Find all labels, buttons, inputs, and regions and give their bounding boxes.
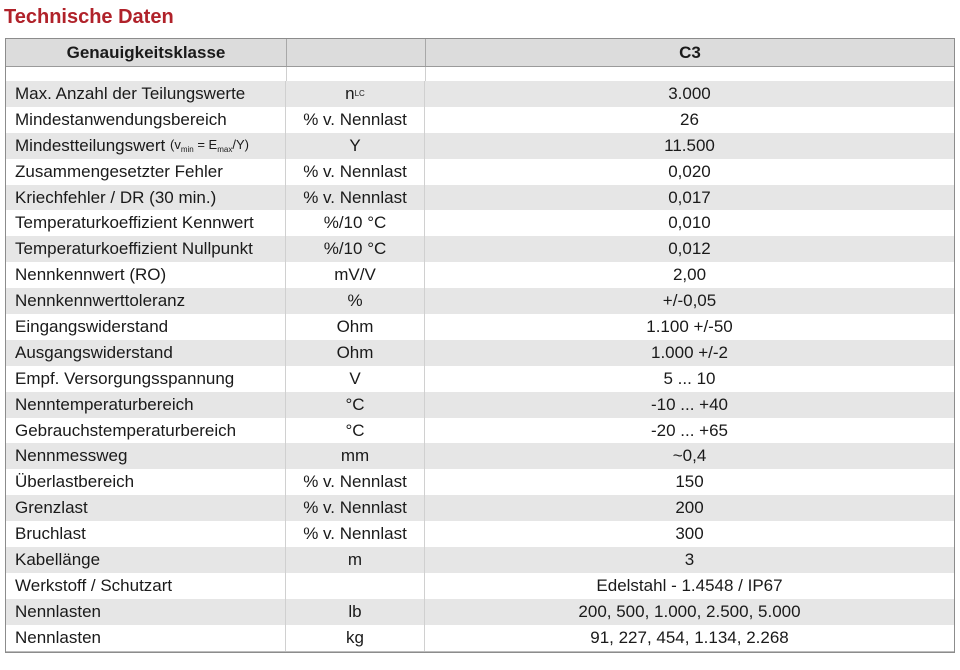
table-row <box>6 495 954 521</box>
param-value: 91, 227, 454, 1.134, 2.268 <box>590 627 789 647</box>
table-row <box>6 236 954 262</box>
table-row <box>6 210 954 236</box>
spacer-cell <box>287 67 426 81</box>
param-value: 1.000 +/-2 <box>650 342 729 362</box>
table-row <box>6 418 954 444</box>
param-label: Mindestanwendungsbereich <box>6 107 286 133</box>
param-label: Temperaturkoeffizient Kennwert <box>6 210 286 236</box>
param-label: Nennkennwerttoleranz <box>6 288 286 314</box>
param-unit <box>286 573 425 599</box>
param-label: Kabellänge <box>6 547 286 573</box>
param-value: 150 <box>675 472 704 492</box>
param-value: 0,020 <box>668 161 711 181</box>
param-unit <box>286 81 425 107</box>
param-label: Werkstoff / Schutzart <box>6 573 286 599</box>
param-label: Temperaturkoeffizient Nullpunkt <box>6 236 286 262</box>
param-label: Nennlasten <box>6 625 286 651</box>
param-label: Eingangswiderstand <box>6 314 286 340</box>
param-unit: % <box>286 288 425 314</box>
param-label <box>6 133 286 159</box>
param-value: ~0,4 <box>672 446 707 466</box>
param-unit: % v. Nennlast <box>286 469 425 495</box>
param-unit: °C <box>286 418 425 444</box>
param-label: Bruchlast <box>6 521 286 547</box>
param-label: Nenntemperaturbereich <box>6 392 286 418</box>
label-note <box>170 137 249 154</box>
param-value: 11.500 <box>664 135 715 155</box>
table-row <box>6 262 954 288</box>
param-value: 3.000 <box>668 83 711 103</box>
table-row <box>6 185 954 211</box>
table-row <box>6 469 954 495</box>
note-subscript: max <box>217 145 233 155</box>
param-value: 200, 500, 1.000, 2.500, 5.000 <box>578 601 801 621</box>
table-row <box>6 159 954 185</box>
param-label: Zusammengesetzter Fehler <box>6 159 286 185</box>
param-unit: m <box>286 547 425 573</box>
param-label: Max. Anzahl der Teilungswerte <box>6 81 286 107</box>
param-unit: %/10 °C <box>286 236 425 262</box>
param-unit: lb <box>286 599 425 625</box>
param-label: Grenzlast <box>6 495 286 521</box>
param-label: Kriechfehler / DR (30 min.) <box>6 185 286 211</box>
param-unit: Y <box>286 133 425 159</box>
table-row <box>6 288 954 314</box>
note-part: /Y) <box>232 137 249 153</box>
table-row <box>6 107 954 133</box>
param-unit: % v. Nennlast <box>286 521 425 547</box>
table-header <box>6 39 954 67</box>
param-value: 3 <box>684 549 695 569</box>
param-label: Ausgangswiderstand <box>6 340 286 366</box>
param-value: 5 ... 10 <box>663 368 716 388</box>
unit-text: n <box>345 83 355 103</box>
note-part: = E <box>193 137 218 153</box>
table-row <box>6 314 954 340</box>
header-unit-column <box>287 39 426 66</box>
param-unit: % v. Nennlast <box>286 107 425 133</box>
param-value: +/-0,05 <box>662 291 717 311</box>
header-accuracy-class-value: C3 <box>679 42 701 62</box>
label-text: Mindestteilungswert <box>15 135 166 155</box>
param-label: Empf. Versorgungsspannung <box>6 366 286 392</box>
param-unit: V <box>286 366 425 392</box>
spec-table <box>5 38 955 653</box>
param-unit: kg <box>286 625 425 651</box>
param-unit: mV/V <box>286 262 425 288</box>
param-unit: Ohm <box>286 340 425 366</box>
param-unit: % v. Nennlast <box>286 159 425 185</box>
page-title: Technische Daten <box>4 6 174 28</box>
param-value: 0,017 <box>668 187 711 207</box>
table-body <box>6 81 954 652</box>
param-unit: % v. Nennlast <box>286 495 425 521</box>
param-value: -10 ... +40 <box>650 394 729 414</box>
header-spacer <box>6 67 954 81</box>
param-label: Nennkennwert (RO) <box>6 262 286 288</box>
table-row <box>6 547 954 573</box>
param-label: Gebrauchstemperaturbereich <box>6 418 286 444</box>
param-value: 2,00 <box>672 265 707 285</box>
table-row <box>6 625 954 651</box>
note-part: (v <box>169 137 181 153</box>
param-label: Nennmessweg <box>6 443 286 469</box>
param-unit: Ohm <box>286 314 425 340</box>
param-value: Edelstahl - 1.4548 / IP67 <box>596 575 783 595</box>
param-value: 1.100 +/-50 <box>646 316 733 336</box>
param-value: 200 <box>675 498 704 518</box>
table-row <box>6 573 954 599</box>
param-value: 26 <box>680 109 699 129</box>
note-subscript: min <box>180 145 194 155</box>
param-value: -20 ... +65 <box>650 420 729 440</box>
param-value: 300 <box>675 524 704 544</box>
table-row <box>6 392 954 418</box>
param-unit: % v. Nennlast <box>286 185 425 211</box>
table-row <box>6 340 954 366</box>
unit-subscript: LC <box>354 89 365 99</box>
param-value: 0,010 <box>668 213 711 233</box>
param-unit: mm <box>286 443 425 469</box>
spacer-cell <box>6 67 287 81</box>
param-unit: °C <box>286 392 425 418</box>
header-accuracy-class-label: Genauigkeitsklasse <box>6 39 287 66</box>
param-unit: %/10 °C <box>286 210 425 236</box>
param-value: 0,012 <box>668 239 711 259</box>
param-label: Nennlasten <box>6 599 286 625</box>
table-row <box>6 366 954 392</box>
param-label: Überlastbereich <box>6 469 286 495</box>
table-row <box>6 521 954 547</box>
table-row <box>6 599 954 625</box>
table-row <box>6 81 954 107</box>
table-row <box>6 443 954 469</box>
table-row <box>6 133 954 159</box>
